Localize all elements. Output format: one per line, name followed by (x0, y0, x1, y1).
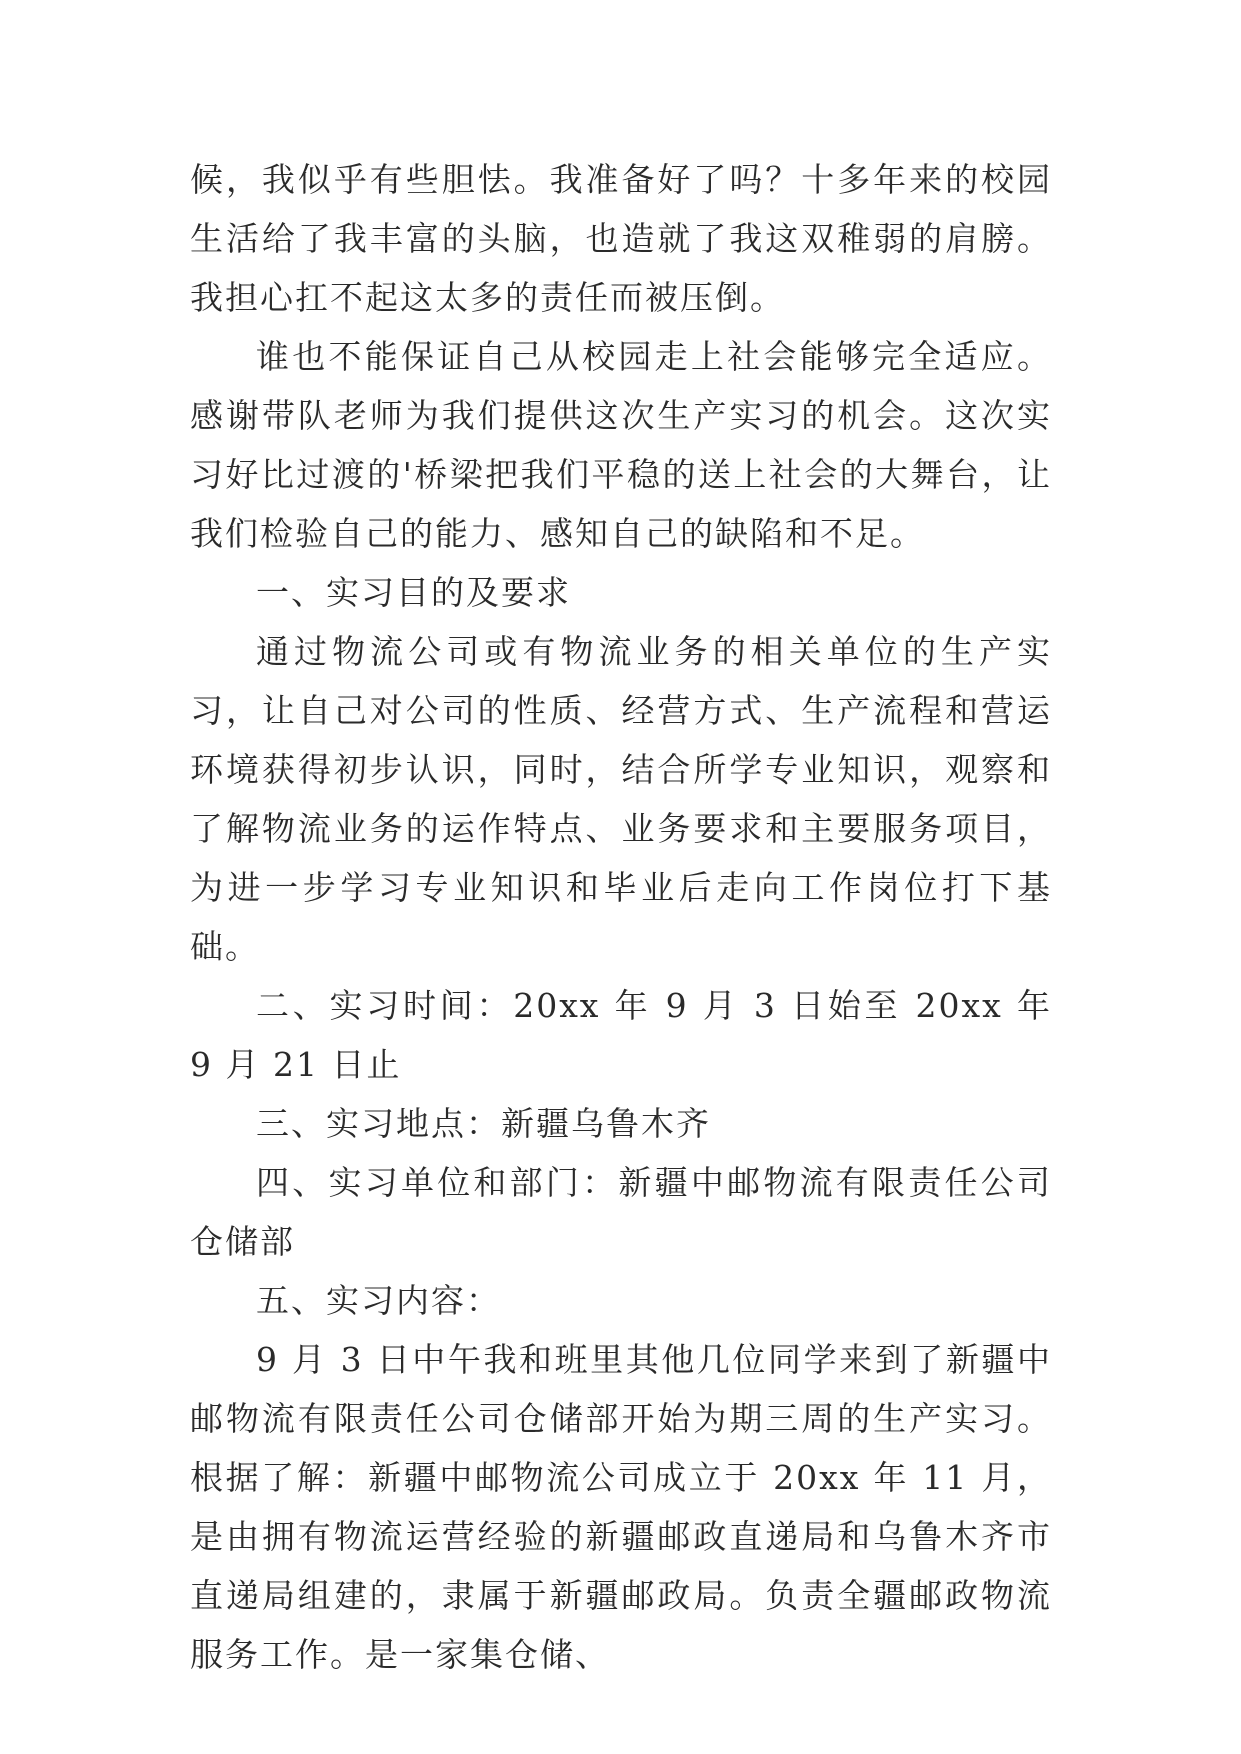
section-heading-time: 二、实习时间：20xx 年 9 月 3 日始至 20xx 年 9 月 21 日止 (190, 986, 1052, 1084)
document-body (190, 150, 1052, 1684)
paragraph-continuation: 候，我似乎有些胆怯。我准备好了吗？十多年来的校园生活给了我丰富的头脑，也造就了我这双稚弱的肩膀。我担心扛不起这太多的责任而被压倒。 (190, 160, 1052, 317)
paragraph-purpose: 通过物流公司或有物流业务的相关单位的生产实习，让自己对公司的性质、经营方式、生产流程和营运环境获得初步认识，同时，结合所学专业知识，观察和了解物流业务的运作特点、业务要求和主要服务项目，为进一步学习专业知识和毕业后走向工作岗位打下基础。 (190, 632, 1052, 966)
section-heading-unit: 四、实习单位和部门：新疆中邮物流有限责任公司仓储部 (190, 1163, 1052, 1261)
paragraph-gratitude: 谁也不能保证自己从校园走上社会能够完全适应。感谢带队老师为我们提供这次生产实习的机会。这次实习好比过渡的'桥梁把我们平稳的送上社会的大舞台，让我们检验自己的能力、感知自己的缺陷和不足。 (190, 337, 1052, 553)
section-heading-content: 五、实习内容： (256, 1281, 501, 1320)
section-heading-purpose: 一、实习目的及要求 (256, 573, 571, 612)
paragraph-content: 9 月 3 日中午我和班里其他几位同学来到了新疆中邮物流有限责任公司仓储部开始为期三周的生产实习。根据了解：新疆中邮物流公司成立于 20xx 年 11 月，是由拥有物流运营经验的新疆邮政直递局和乌鲁木齐市直递局组建的，隶属于新疆邮政局。负责全疆邮政物流服务工作。是一家集仓储、 (190, 1340, 1052, 1674)
section-heading-location: 三、实习地点：新疆乌鲁木齐 (256, 1104, 711, 1143)
